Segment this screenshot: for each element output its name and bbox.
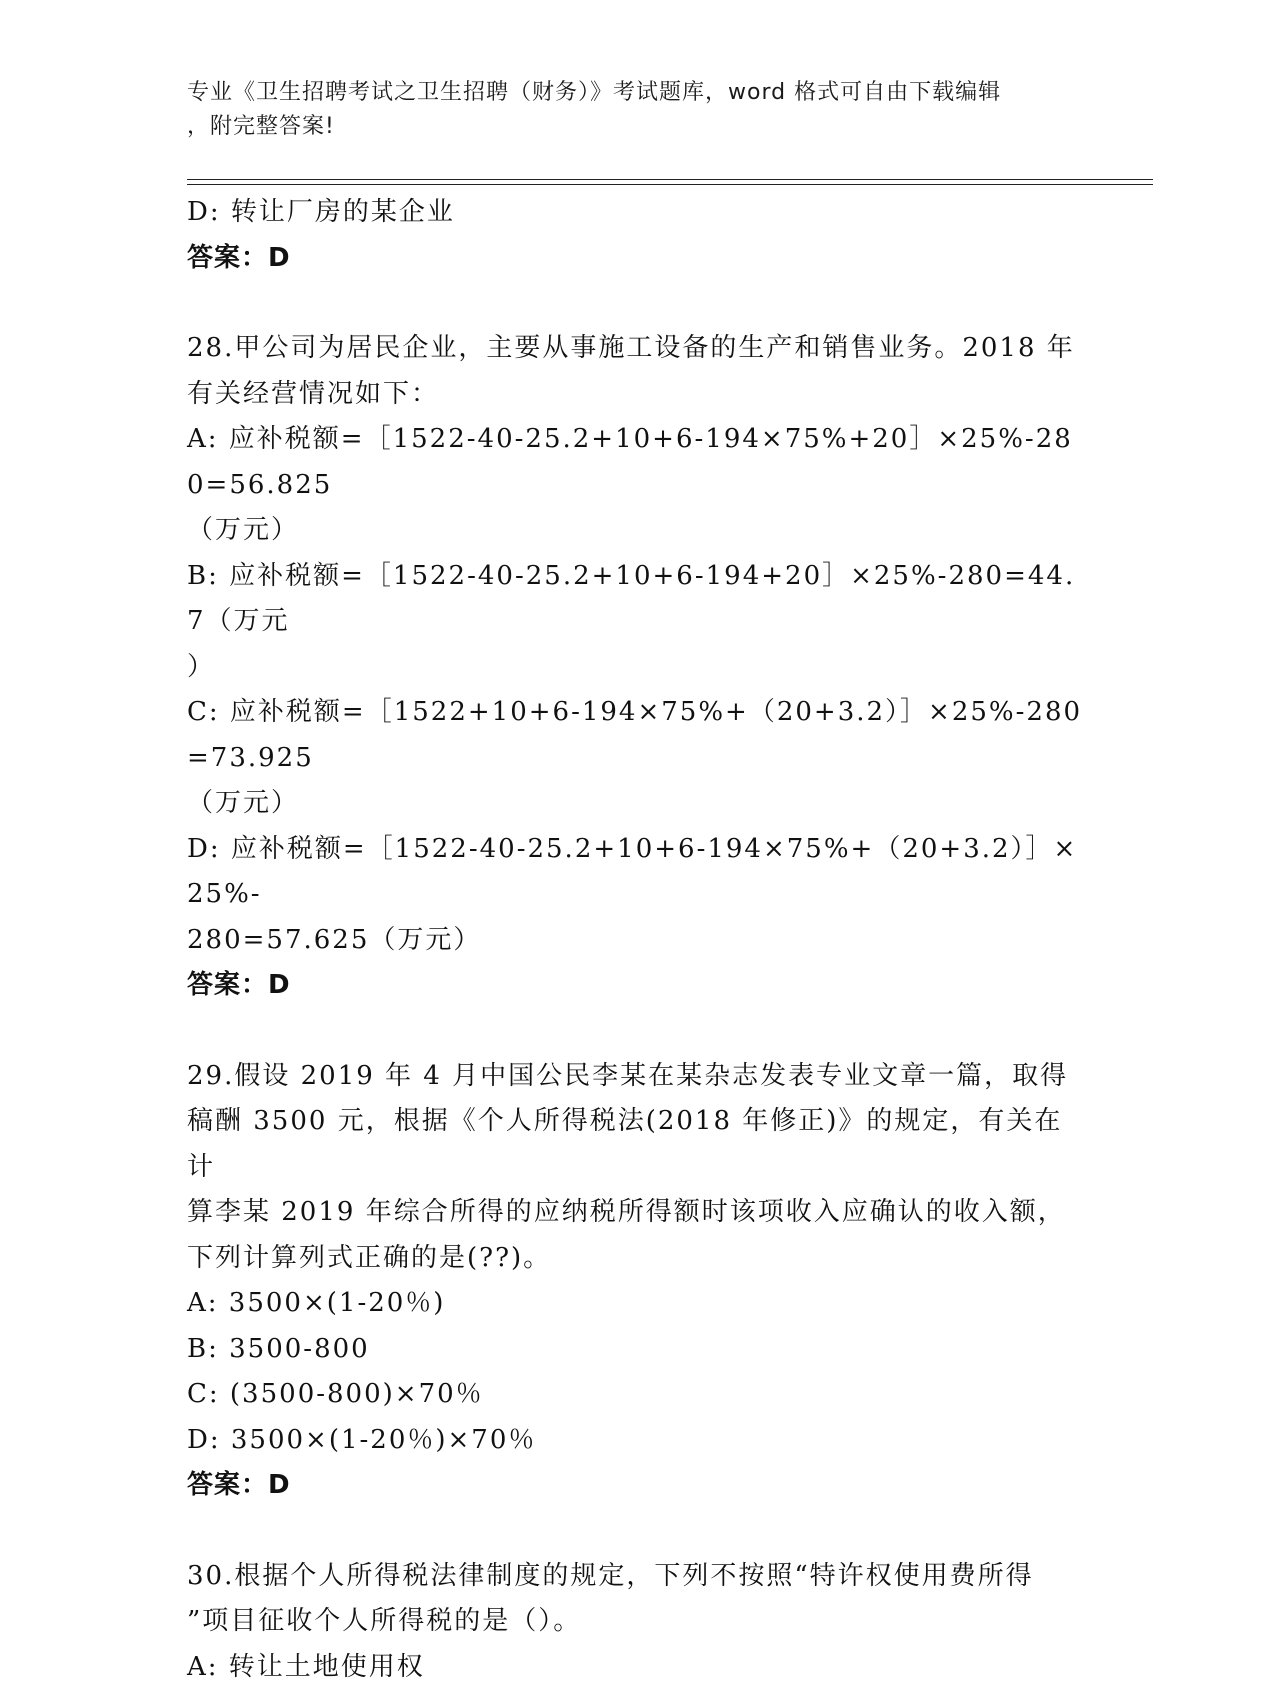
document-header [187, 76, 1067, 144]
q28-option-d: D: 应补税额=［1522-40-25.2+10+6-194×75%+（20+3.2）］×25%- [187, 827, 1087, 918]
question-29 [187, 1054, 1087, 1509]
spacer [187, 1509, 1087, 1554]
q28-stem-line-1: 28.甲公司为居民企业，主要从事施工设备的生产和销售业务。2018 年 [187, 326, 1087, 372]
q30-option-a: A: 转让土地使用权 [187, 1645, 1087, 1690]
question-28 [187, 326, 1087, 1009]
q28-option-a: A: 应补税额=［1522-40-25.2+10+6-194×75%+20］×25%-280=56.825 [187, 417, 1087, 508]
q28-option-d-cont: 280=57.625（万元） [187, 918, 1087, 964]
q28-option-c: C: 应补税额=［1522+10+6-194×75%+（20+3.2）］×25%-280=73.925 [187, 690, 1087, 781]
q29-stem-line-2: 稿酬 3500 元，根据《个人所得税法(2018 年修正)》的规定，有关在计 [187, 1099, 1087, 1190]
question-27-tail [187, 190, 1087, 281]
q29-answer: 答案：D [187, 1463, 1087, 1509]
header-title-line-2: ，附完整答案! [187, 110, 1067, 144]
q30-stem-line-1: 30.根据个人所得税法律制度的规定，下列不按照“特许权使用费所得 [187, 1554, 1087, 1600]
header-divider-top [187, 179, 1153, 180]
spacer [187, 281, 1087, 326]
q29-option-d: D: 3500×(1-20％)×70％ [187, 1418, 1087, 1464]
header-title-line-1: 专业《卫生招聘考试之卫生招聘（财务）》考试题库，word 格式可自由下载编辑 [187, 76, 1067, 110]
q29-stem-line-4: 下列计算列式正确的是(??)。 [187, 1236, 1087, 1282]
q29-option-c: C: (3500-800)×70％ [187, 1372, 1087, 1418]
q29-option-b: B: 3500-800 [187, 1327, 1087, 1373]
header-divider-bottom [187, 184, 1153, 185]
q28-option-b: B: 应补税额=［1522-40-25.2+10+6-194+20］×25%-280=44.7（万元 [187, 554, 1087, 645]
q28-option-a-cont: （万元） [187, 508, 1087, 554]
q29-stem-line-3: 算李某 2019 年综合所得的应纳税所得额时该项收入应确认的收入额， [187, 1190, 1087, 1236]
q28-option-c-cont: （万元） [187, 781, 1087, 827]
q30-stem-line-2: ”项目征收个人所得税的是（）。 [187, 1599, 1087, 1645]
q29-option-a: A: 3500×(1-20％) [187, 1281, 1087, 1327]
q28-stem-line-2: 有关经营情况如下： [187, 372, 1087, 418]
q28-answer: 答案：D [187, 963, 1087, 1009]
question-30 [187, 1554, 1087, 1690]
document-body [187, 190, 1087, 1690]
q29-stem-line-1: 29.假设 2019 年 4 月中国公民李某在某杂志发表专业文章一篇，取得 [187, 1054, 1087, 1100]
spacer [187, 1009, 1087, 1054]
q28-option-b-cont: ） [187, 645, 1087, 691]
q27-option-d: D: 转让厂房的某企业 [187, 190, 1087, 236]
q27-answer: 答案：D [187, 236, 1087, 282]
